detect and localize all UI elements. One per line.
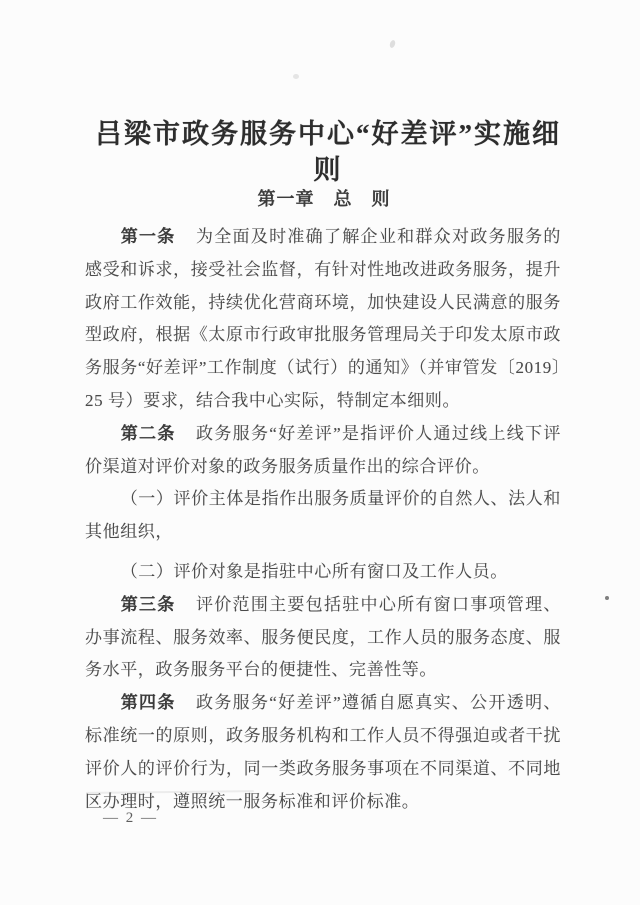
paragraph-text: 政务服务“好差评”是指评价人通过线上线下评价渠道对评价对象的政务服务质量作出的综合评价。 bbox=[85, 423, 561, 476]
paragraph-text: （二）评价对象是指驻中心所有窗口及工作人员。 bbox=[120, 561, 508, 581]
paragraph-text: 为全面及时准确了解企业和群众对政务服务的感受和诉求，接受社会监督，有针对性地改进政务服务，提升政府工作效能，持续优化营商环境，加快建设人民满意的服务型政府，根据《太原市行政审批服务管理局关于印发太原市政务服务“好差评”工作制度（试行）的通知》（并审管发〔2019〕25 号）要求，结合我中心实际，特制定本细则。 bbox=[85, 227, 562, 410]
paragraph-text: 政务服务“好差评”遵循自愿真实、公开透明、标准统一的原则，政务服务机构和工作人员不得强迫或者干扰评价人的评价行为，同一类政务服务事项在不同渠道、不同地区办理时，遵照统一服务标准和评价标准。 bbox=[85, 693, 561, 811]
paragraph bbox=[85, 221, 561, 418]
paragraph bbox=[85, 687, 561, 818]
scan-speck bbox=[389, 39, 396, 48]
article-number: 第一条 bbox=[120, 227, 176, 246]
scan-speck bbox=[293, 74, 299, 79]
paragraph bbox=[85, 556, 561, 589]
page-number: — 2 — bbox=[103, 810, 158, 826]
paragraph bbox=[85, 418, 561, 484]
paragraph bbox=[85, 589, 561, 687]
paragraph-text: 评价范围主要包括驻中心所有窗口事项管理、办事流程、服务效率、服务便民度，工作人员的服务态度、服务水平，政务服务平台的便捷性、完善性等。 bbox=[85, 594, 562, 680]
paragraph bbox=[85, 483, 561, 549]
scan-speck bbox=[605, 596, 609, 600]
chapter-heading: 第一章 总 则 bbox=[257, 189, 391, 209]
document-title: 吕梁市政务服务中心“好差评”实施细则 bbox=[95, 119, 561, 185]
article-number: 第三条 bbox=[120, 594, 176, 614]
paragraph-text: （一）评价主体是指作出服务质量评价的自然人、法人和其他组织， bbox=[85, 489, 561, 542]
article-number: 第四条 bbox=[120, 693, 176, 713]
document-body bbox=[85, 221, 561, 818]
article-number: 第二条 bbox=[120, 423, 176, 443]
